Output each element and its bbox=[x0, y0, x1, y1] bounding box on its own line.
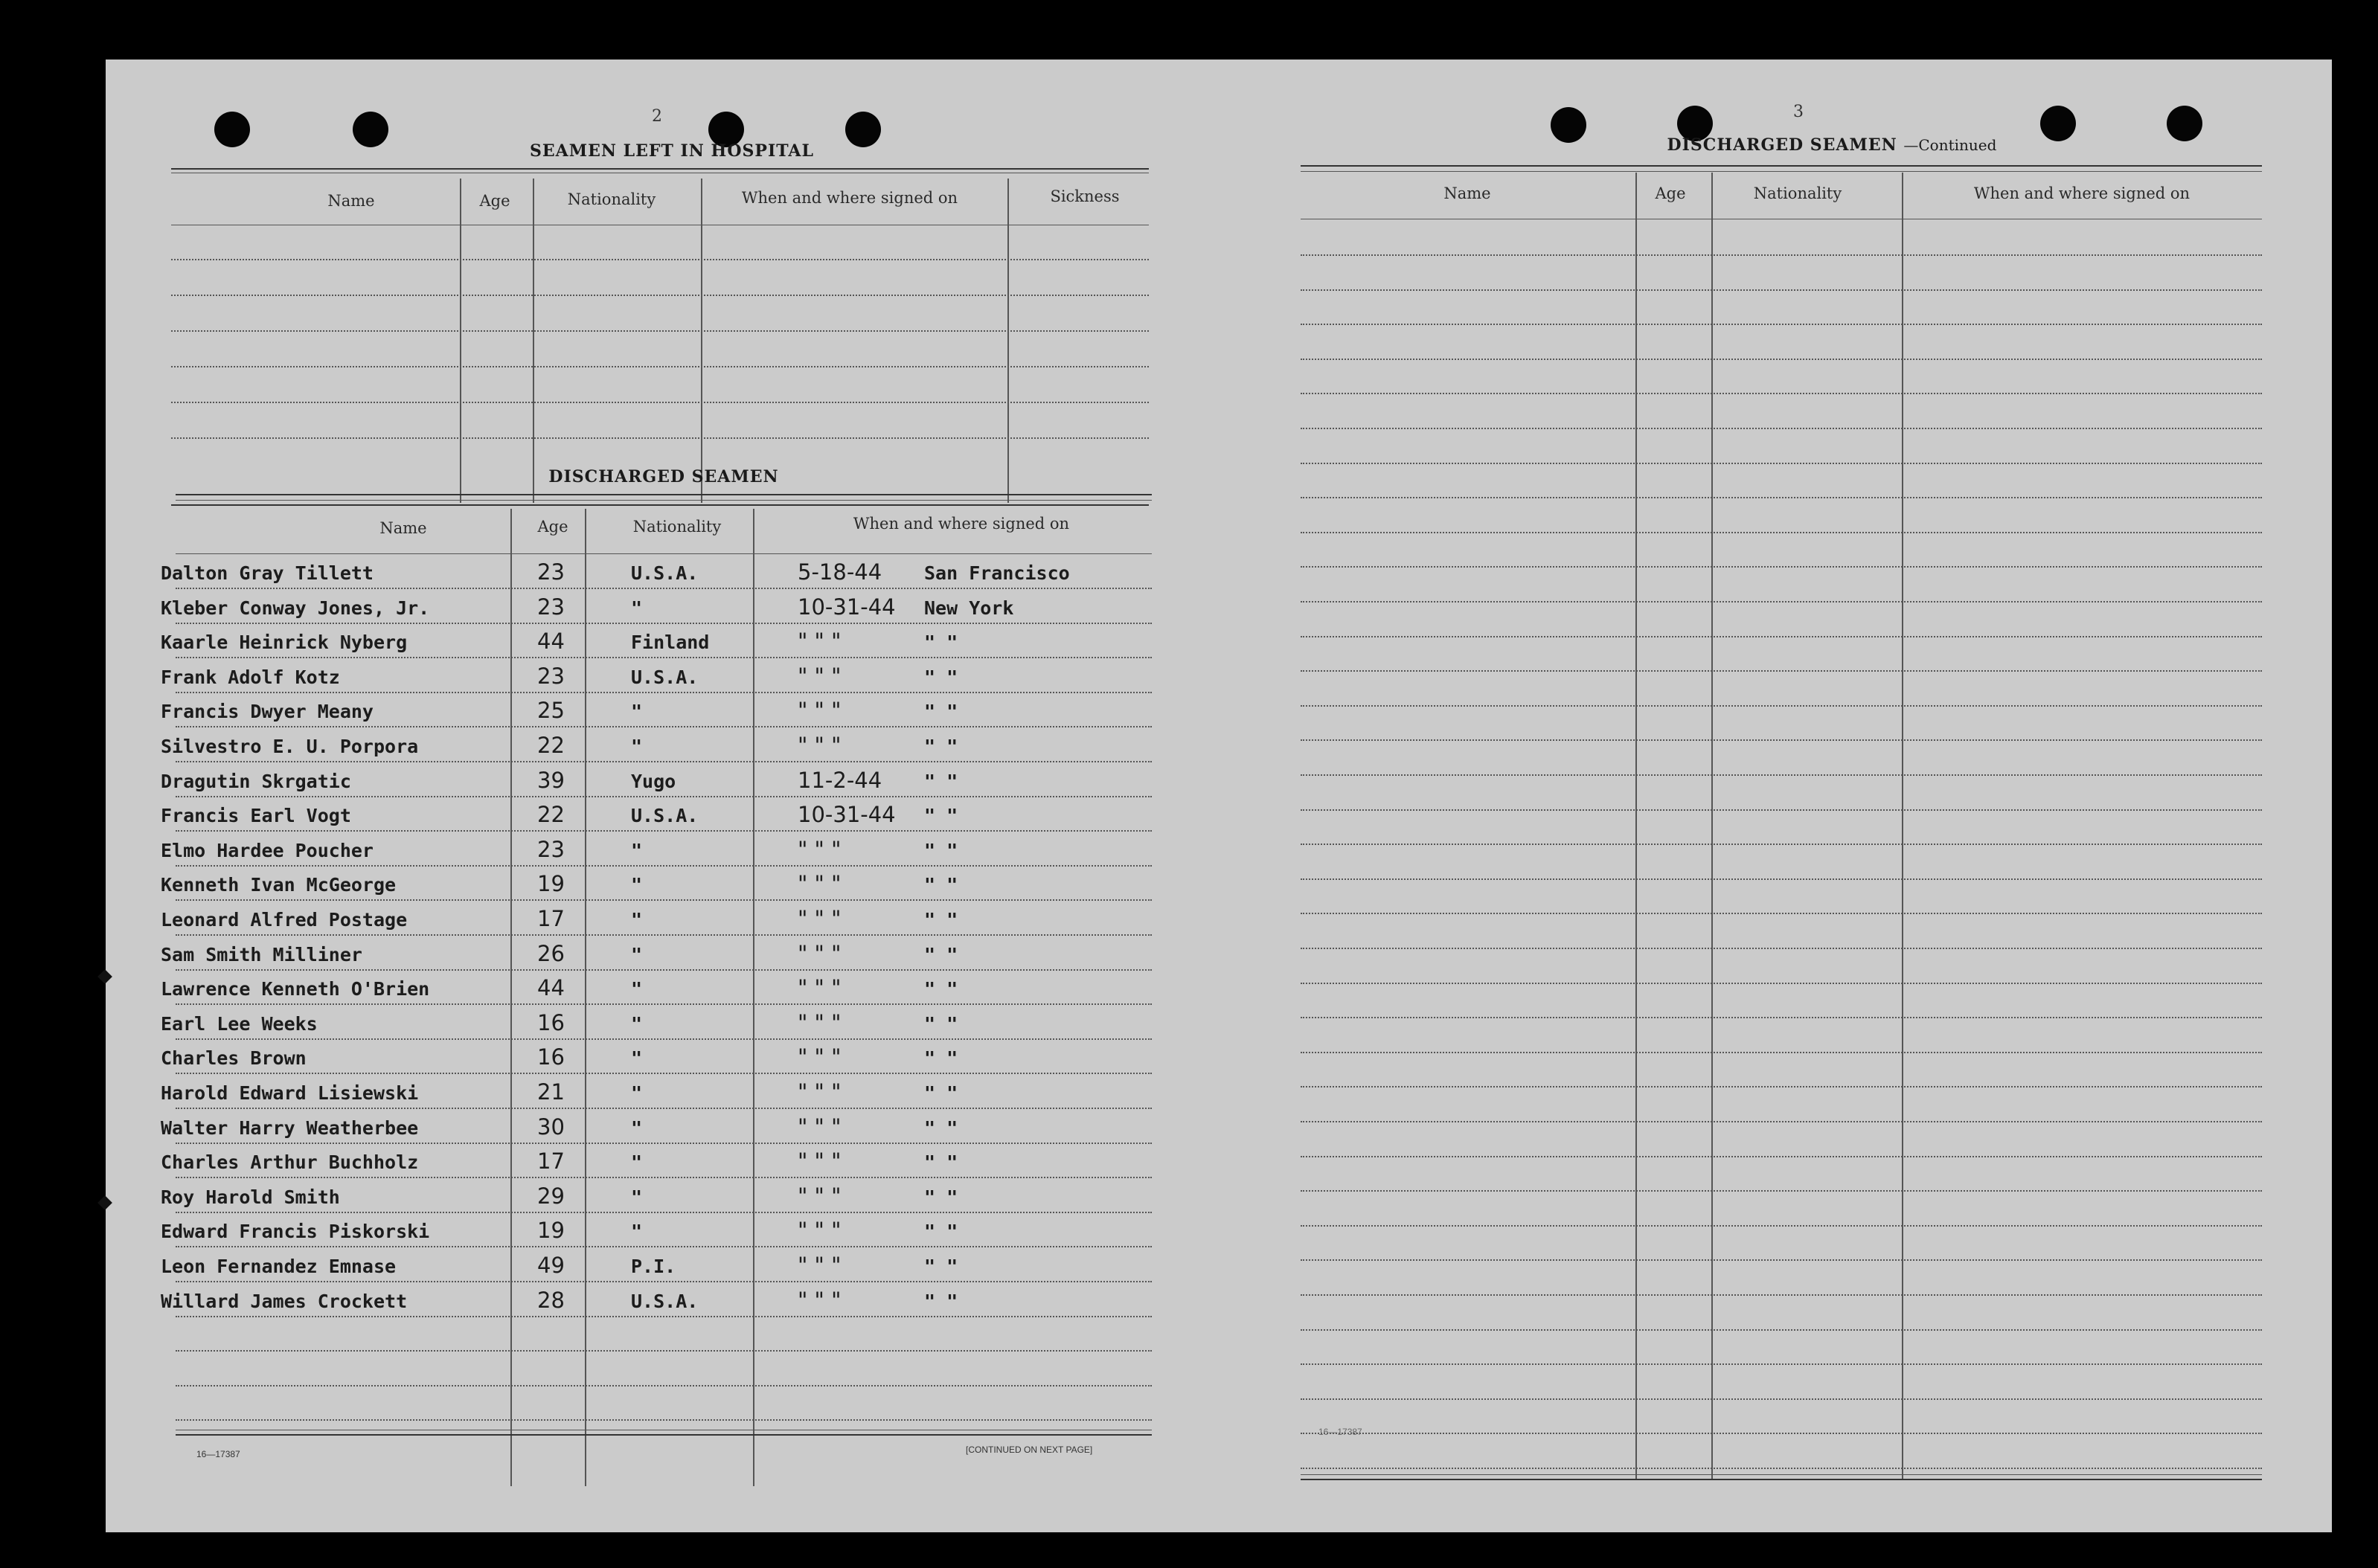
seaman-row bbox=[106, 1110, 1155, 1144]
seaman-signed-date: " " " bbox=[798, 1079, 842, 1105]
punch-hole bbox=[1551, 107, 1586, 143]
seaman-age: 23 bbox=[537, 559, 565, 585]
continued-blank-row-line bbox=[1301, 1017, 2262, 1018]
continued-blank-row-line bbox=[1301, 878, 2262, 880]
seaman-row bbox=[106, 832, 1155, 867]
continued-blank-row-line bbox=[1301, 1294, 2262, 1296]
seaman-signed-date: " " " bbox=[798, 940, 842, 966]
seaman-nationality: " bbox=[631, 1047, 643, 1070]
seaman-name: Francis Earl Vogt bbox=[161, 805, 351, 827]
seaman-nationality: " bbox=[631, 1116, 643, 1139]
punch-hole bbox=[353, 112, 388, 147]
continued-blank-row-line bbox=[1301, 359, 2262, 360]
discharged-col-age: Age bbox=[537, 518, 568, 536]
seaman-row bbox=[106, 659, 1155, 693]
seaman-signed-place: " " bbox=[924, 1290, 958, 1312]
seaman-nationality: " bbox=[631, 909, 643, 931]
seaman-signed-date: " " " bbox=[798, 836, 842, 862]
seaman-age: 17 bbox=[537, 906, 565, 931]
continued-blank-row-line bbox=[1301, 774, 2262, 776]
seaman-signed-date: " " " bbox=[798, 871, 842, 897]
seaman-name: Leon Fernandez Emnase bbox=[161, 1256, 397, 1277]
continued-blank-row-line bbox=[1301, 809, 2262, 811]
seaman-signed-date: " " " bbox=[798, 663, 842, 689]
seaman-name: Earl Lee Weeks bbox=[161, 1012, 318, 1035]
seaman-signed-date: " " " bbox=[798, 1183, 842, 1209]
punch-hole bbox=[845, 112, 881, 147]
seaman-age: 29 bbox=[537, 1183, 565, 1209]
continued-col-nationality: Nationality bbox=[1753, 184, 1842, 202]
seaman-name: Harold Edward Lisiewski bbox=[161, 1082, 419, 1104]
seaman-signed-date: " " " bbox=[798, 1287, 842, 1313]
seaman-row bbox=[106, 1248, 1155, 1282]
seaman-row bbox=[106, 797, 1155, 832]
continued-blank-row-line bbox=[1301, 1225, 2262, 1227]
continued-blank-row-line bbox=[1301, 1052, 2262, 1053]
seaman-age: 17 bbox=[537, 1148, 565, 1175]
seaman-age: 23 bbox=[537, 663, 565, 689]
seaman-signed-date: 10-31-44 bbox=[798, 802, 896, 828]
hospital-blank-row-line bbox=[171, 437, 1149, 439]
discharged-col-nationality: Nationality bbox=[632, 518, 722, 536]
title-suffix: —Continued bbox=[1903, 136, 1997, 154]
seaman-signed-place: " " bbox=[924, 701, 958, 723]
seaman-nationality: " bbox=[631, 1082, 643, 1104]
seaman-signed-place: " " bbox=[924, 805, 958, 827]
form-number-left: 16—17387 bbox=[196, 1449, 240, 1459]
seaman-signed-date: 11-2-44 bbox=[798, 767, 882, 793]
seaman-name: Willard James Crockett bbox=[161, 1290, 408, 1312]
seaman-nationality: Yugo bbox=[631, 770, 676, 792]
seaman-name: Silvestro E. U. Porpora bbox=[161, 736, 419, 757]
seaman-nationality: U.S.A. bbox=[631, 562, 699, 584]
seaman-row bbox=[106, 590, 1155, 624]
seaman-signed-place: " " bbox=[924, 1116, 958, 1139]
seaman-row bbox=[106, 1006, 1155, 1040]
row-line bbox=[176, 1316, 1152, 1317]
seaman-nationality: " bbox=[631, 1221, 643, 1243]
seaman-name: Leonard Alfred Postage bbox=[161, 909, 408, 931]
continued-col-name: Name bbox=[1443, 184, 1491, 202]
seaman-name: Walter Harry Weatherbee bbox=[161, 1116, 419, 1139]
seaman-nationality: " bbox=[631, 1186, 643, 1208]
seaman-nationality: " bbox=[631, 874, 643, 896]
seaman-age: 19 bbox=[537, 871, 565, 897]
continued-blank-row-line bbox=[1301, 1086, 2262, 1087]
seaman-name: Lawrence Kenneth O'Brien bbox=[161, 978, 430, 1000]
blank-row-line bbox=[176, 1419, 1152, 1421]
seaman-age: 19 bbox=[537, 1218, 565, 1244]
punch-hole bbox=[2167, 106, 2202, 141]
seaman-nationality: " bbox=[631, 1012, 643, 1035]
seaman-signed-date: " " " bbox=[798, 733, 842, 758]
seaman-signed-place: " " bbox=[924, 1082, 958, 1104]
hospital-blank-row-line bbox=[171, 366, 1149, 367]
seaman-nationality: " bbox=[631, 839, 643, 861]
seaman-signed-place: New York bbox=[924, 597, 1014, 619]
seaman-age: 39 bbox=[537, 767, 565, 793]
continued-blank-row-line bbox=[1301, 601, 2262, 603]
seaman-name: Kleber Conway Jones, Jr. bbox=[161, 597, 430, 619]
continued-blank-row-line bbox=[1301, 983, 2262, 984]
seaman-age: 44 bbox=[537, 975, 565, 1001]
continued-blank-row-line bbox=[1301, 636, 2262, 637]
seaman-signed-place: San Francisco bbox=[924, 562, 1070, 584]
continued-blank-row-line bbox=[1301, 1398, 2262, 1400]
seaman-row bbox=[106, 1040, 1155, 1074]
discharged-col-name: Name bbox=[379, 519, 427, 537]
continued-col-age: Age bbox=[1655, 184, 1686, 202]
seaman-row bbox=[106, 763, 1155, 797]
seaman-signed-place: " " bbox=[924, 1221, 958, 1243]
seaman-nationality: U.S.A. bbox=[631, 1290, 699, 1312]
seaman-signed-place: " " bbox=[924, 943, 958, 965]
seaman-row bbox=[106, 1283, 1155, 1317]
continued-blank-row-line bbox=[1301, 670, 2262, 672]
punch-hole bbox=[214, 112, 250, 147]
hospital-col-sickness: Sickness bbox=[1050, 187, 1120, 205]
seaman-name: Frank Adolf Kotz bbox=[161, 666, 340, 688]
seaman-signed-date: " " " bbox=[798, 629, 842, 655]
seaman-row bbox=[106, 867, 1155, 901]
continued-blank-row-line bbox=[1301, 532, 2262, 533]
discharged-section-title: DISCHARGED SEAMEN bbox=[548, 467, 779, 486]
seaman-name: Roy Harold Smith bbox=[161, 1186, 340, 1208]
ledger-sheet bbox=[106, 60, 2332, 1532]
seaman-signed-place: " " bbox=[924, 770, 958, 792]
hospital-col-name: Name bbox=[327, 192, 375, 210]
seaman-signed-place: " " bbox=[924, 1151, 958, 1174]
seaman-name: Edward Francis Piskorski bbox=[161, 1221, 430, 1243]
seaman-row bbox=[106, 971, 1155, 1005]
seaman-age: 16 bbox=[537, 1009, 565, 1035]
blank-row-line bbox=[176, 1385, 1152, 1387]
continued-blank-row-line bbox=[1301, 324, 2262, 325]
continued-blank-row-line bbox=[1301, 739, 2262, 741]
seaman-row bbox=[106, 555, 1155, 589]
seaman-signed-date: " " " bbox=[798, 1253, 842, 1278]
seaman-signed-place: " " bbox=[924, 839, 958, 861]
title-main: DISCHARGED SEAMEN bbox=[1667, 135, 1897, 155]
seaman-signed-place: " " bbox=[924, 632, 958, 654]
seaman-name: Elmo Hardee Poucher bbox=[161, 839, 374, 861]
seaman-row bbox=[106, 1075, 1155, 1109]
hospital-blank-row-line bbox=[171, 259, 1149, 260]
seaman-nationality: " bbox=[631, 597, 643, 619]
seaman-signed-place: " " bbox=[924, 978, 958, 1000]
seaman-row bbox=[106, 624, 1155, 658]
hospital-blank-row-line bbox=[171, 330, 1149, 332]
seaman-age: 16 bbox=[537, 1044, 565, 1070]
seaman-age: 21 bbox=[537, 1079, 565, 1105]
hospital-section-title: SEAMEN LEFT IN HOSPITAL bbox=[530, 141, 814, 161]
seaman-age: 25 bbox=[537, 698, 565, 724]
discharged-col-signed-on: When and where signed on bbox=[853, 515, 1070, 533]
seaman-nationality: " bbox=[631, 978, 643, 1000]
continued-blank-row-line bbox=[1301, 1121, 2262, 1122]
discharged-continued-title bbox=[1638, 135, 2025, 155]
continued-blank-row-line bbox=[1301, 428, 2262, 429]
seaman-name: Kaarle Heinrick Nyberg bbox=[161, 632, 408, 654]
seaman-row bbox=[106, 1213, 1155, 1247]
continued-blank-row-line bbox=[1301, 463, 2262, 464]
seaman-name: Charles Brown bbox=[161, 1047, 307, 1070]
seaman-nationality: " bbox=[631, 736, 643, 757]
seaman-row bbox=[106, 1179, 1155, 1213]
seaman-row bbox=[106, 1144, 1155, 1178]
seaman-signed-date: " " " bbox=[798, 1044, 842, 1070]
continued-blank-row-line bbox=[1301, 1363, 2262, 1365]
punch-hole bbox=[2040, 106, 2076, 141]
seaman-signed-place: " " bbox=[924, 909, 958, 931]
page-number-right: 3 bbox=[1793, 103, 1804, 121]
blank-row-line bbox=[176, 1350, 1152, 1352]
seaman-signed-place: " " bbox=[924, 874, 958, 896]
continued-blank-row-line bbox=[1301, 1156, 2262, 1157]
seaman-age: 26 bbox=[537, 940, 565, 966]
continued-blank-row-line bbox=[1301, 1433, 2262, 1434]
continued-note: [CONTINUED ON NEXT PAGE] bbox=[966, 1445, 1093, 1455]
form-number-right: 16—17387 bbox=[1318, 1427, 1362, 1437]
seaman-name: Dragutin Skrgatic bbox=[161, 770, 351, 792]
continued-blank-row-line bbox=[1301, 948, 2262, 949]
continued-blank-row-line bbox=[1301, 289, 2262, 291]
seaman-row bbox=[106, 693, 1155, 727]
hospital-col-nationality: Nationality bbox=[567, 190, 656, 208]
seaman-row bbox=[106, 902, 1155, 936]
seaman-signed-date: " " " bbox=[798, 906, 842, 931]
seaman-signed-place: " " bbox=[924, 1012, 958, 1035]
continued-blank-row-line bbox=[1301, 1468, 2262, 1469]
continued-blank-row-line bbox=[1301, 705, 2262, 707]
continued-blank-row-line bbox=[1301, 393, 2262, 394]
continued-col-signed-on: When and where signed on bbox=[1973, 184, 2190, 202]
seaman-nationality: " bbox=[631, 943, 643, 965]
seaman-age: 23 bbox=[537, 594, 565, 620]
continued-blank-row-line bbox=[1301, 254, 2262, 256]
hospital-col-signed-on: When and where signed on bbox=[741, 189, 958, 207]
seaman-signed-date: " " " bbox=[798, 1218, 842, 1244]
seaman-age: 30 bbox=[537, 1114, 565, 1140]
seaman-signed-date: 5-18-44 bbox=[798, 559, 882, 585]
hospital-blank-row-line bbox=[171, 295, 1149, 296]
seaman-nationality: Finland bbox=[631, 632, 710, 654]
seaman-nationality: " bbox=[631, 1151, 643, 1174]
continued-blank-row-line bbox=[1301, 844, 2262, 845]
seaman-signed-date: 10-31-44 bbox=[798, 594, 896, 620]
seaman-age: 23 bbox=[537, 836, 565, 862]
seaman-nationality: " bbox=[631, 701, 643, 723]
continued-blank-row-line bbox=[1301, 913, 2262, 914]
seaman-age: 28 bbox=[537, 1287, 565, 1313]
seaman-nationality: U.S.A. bbox=[631, 805, 699, 827]
seaman-age: 44 bbox=[537, 629, 565, 655]
seaman-signed-place: " " bbox=[924, 1047, 958, 1070]
seaman-signed-place: " " bbox=[924, 736, 958, 757]
seaman-signed-place: " " bbox=[924, 666, 958, 688]
seaman-signed-date: " " " bbox=[798, 698, 842, 724]
seaman-name: Charles Arthur Buchholz bbox=[161, 1151, 419, 1174]
continued-blank-row-line bbox=[1301, 497, 2262, 498]
page-number-left: 2 bbox=[652, 107, 662, 126]
continued-blank-row-line bbox=[1301, 1329, 2262, 1331]
seaman-signed-place: " " bbox=[924, 1186, 958, 1208]
seaman-age: 22 bbox=[537, 802, 565, 828]
seaman-age: 49 bbox=[537, 1253, 565, 1278]
continued-blank-row-line bbox=[1301, 566, 2262, 568]
seaman-name: Francis Dwyer Meany bbox=[161, 701, 374, 723]
continued-blank-row-line bbox=[1301, 1259, 2262, 1261]
seaman-signed-date: " " " bbox=[798, 1009, 842, 1035]
seaman-signed-place: " " bbox=[924, 1256, 958, 1277]
seaman-signed-date: " " " bbox=[798, 1148, 842, 1175]
seaman-name: Dalton Gray Tillett bbox=[161, 562, 374, 584]
seaman-age: 22 bbox=[537, 733, 565, 758]
hospital-col-age: Age bbox=[479, 192, 510, 210]
continued-blank-row-line bbox=[1301, 1190, 2262, 1192]
seaman-signed-date: " " " bbox=[798, 975, 842, 1001]
seaman-row bbox=[106, 936, 1155, 971]
seaman-name: Sam Smith Milliner bbox=[161, 943, 362, 965]
seaman-row bbox=[106, 728, 1155, 762]
hospital-blank-row-line bbox=[171, 402, 1149, 403]
seaman-signed-date: " " " bbox=[798, 1114, 842, 1140]
seaman-nationality: P.I. bbox=[631, 1256, 676, 1277]
seaman-nationality: U.S.A. bbox=[631, 666, 699, 688]
seaman-name: Kenneth Ivan McGeorge bbox=[161, 874, 397, 896]
